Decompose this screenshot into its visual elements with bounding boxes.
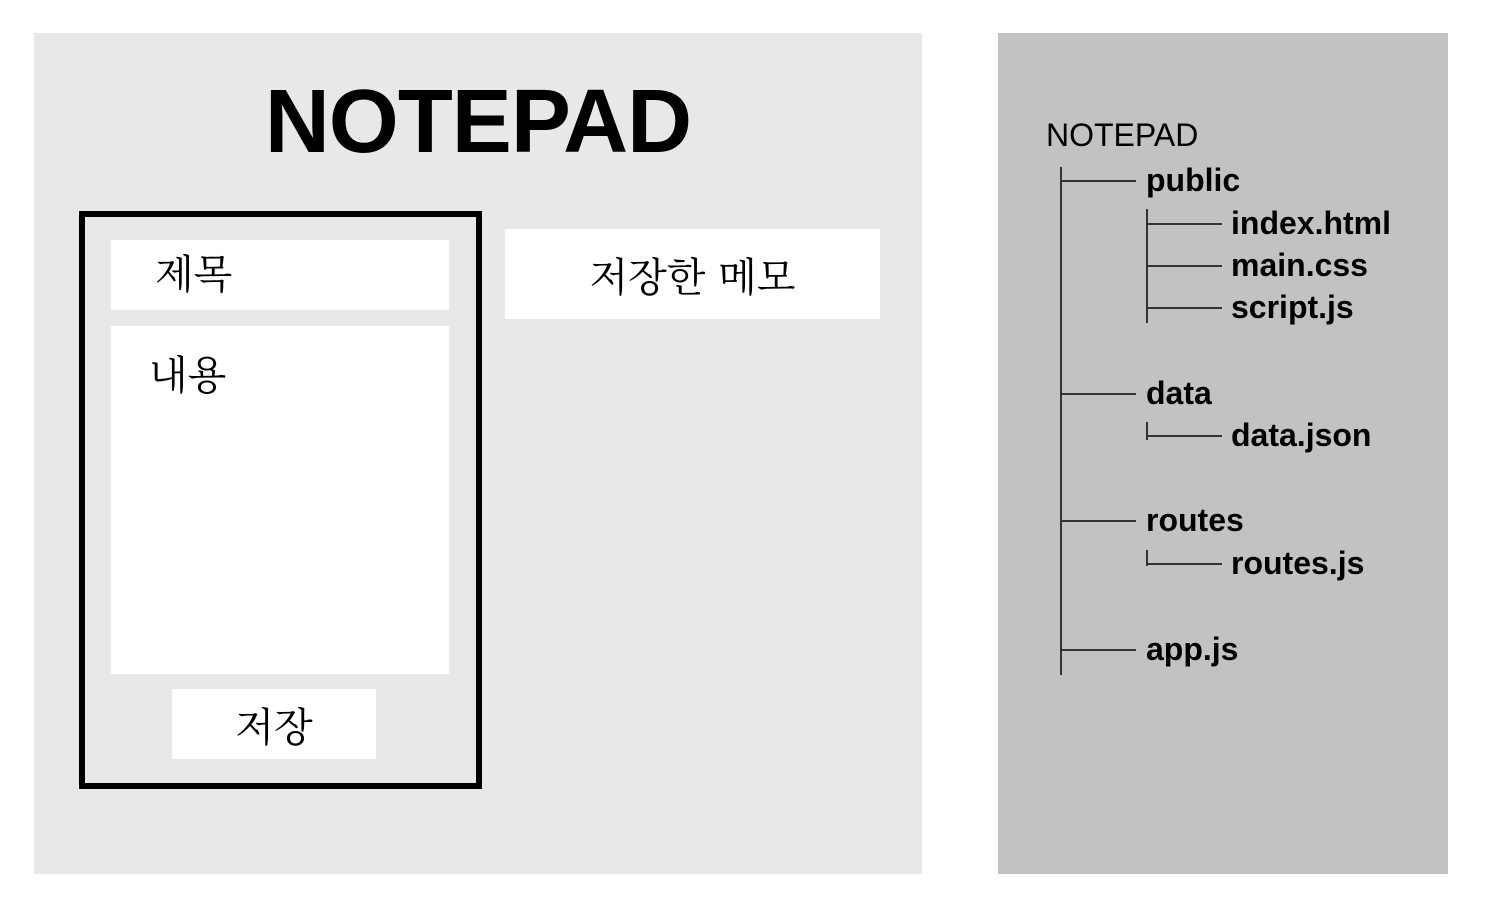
saved-memos-header: 저장한 메모 [505,229,880,319]
public-connector [1060,180,1136,182]
routes-js-connector [1146,563,1222,565]
folder-public: public [1146,162,1241,198]
save-button[interactable]: 저장 [172,689,376,759]
data-json-connector [1146,435,1222,437]
folder-routes: routes [1146,502,1244,538]
file-app-js: app.js [1146,631,1239,667]
app-title: NOTEPAD [264,72,692,172]
tree-root-label: NOTEPAD [1046,117,1199,153]
memo-editor [79,211,482,789]
index-html-connector [1146,223,1222,225]
app-js-connector [1060,649,1136,651]
file-data-json: data.json [1231,417,1372,453]
tree-trunk-line [1060,167,1062,675]
script-js-connector [1146,307,1222,309]
main-css-connector [1146,265,1222,267]
file-script-js: script.js [1231,289,1354,325]
file-main-css: main.css [1231,247,1368,283]
data-connector [1060,393,1136,395]
file-routes-js: routes.js [1231,545,1365,581]
notepad-app-panel [34,33,922,874]
title-input[interactable] [111,240,449,310]
folder-data: data [1146,375,1212,411]
file-index-html: index.html [1231,205,1392,241]
file-tree-panel [998,33,1448,874]
file-tree [998,33,1448,874]
content-input[interactable] [111,326,449,674]
routes-connector [1060,520,1136,522]
data-branch-line [1146,422,1148,440]
